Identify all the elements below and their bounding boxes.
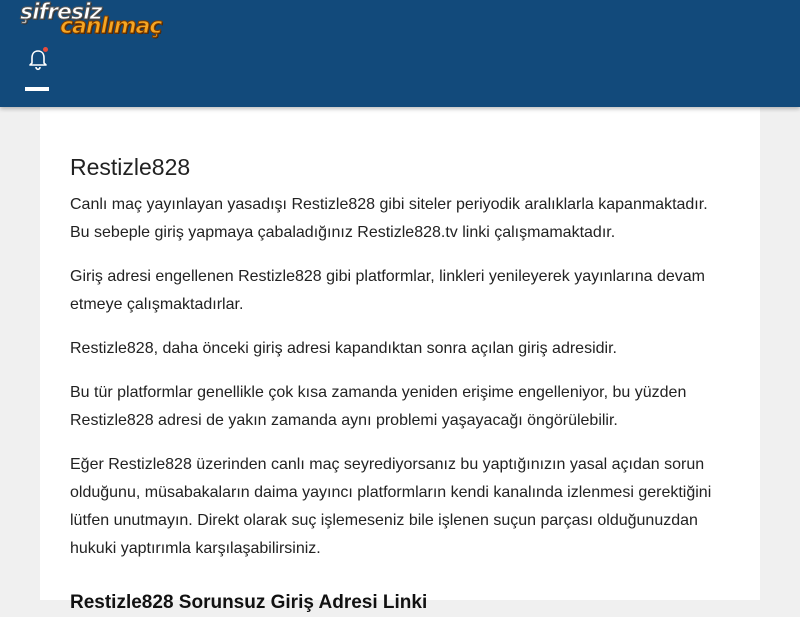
article-paragraph: Giriş adresi engellenen Restizle828 gibi platformlar, linkleri yenileyerek yayınlarına devam etmeye çalışmaktadırlar. — [70, 268, 705, 313]
article-paragraph: Restizle828, daha önceki giriş adresi kapandıktan sonra açılan giriş adresidir. — [70, 340, 617, 357]
article-card — [40, 107, 760, 613]
page-title: Restizle828 — [70, 154, 191, 180]
logo-text-canlimac: canlımaç — [60, 14, 162, 39]
notification-dot — [43, 47, 48, 52]
section-heading: Restizle828 Sorunsuz Giriş Adresi Linki — [70, 592, 428, 613]
article-paragraph: Canlı maç yayınlayan yasadışı Restizle828 gibi siteler periyodik aralıklarla kapanmaktadır. Bu sebeple giriş yapmaya çabaladığınız Restizle828.tv linki çalışmamaktadır. — [70, 196, 708, 241]
article-paragraph: Eğer Restizle828 üzerinden canlı maç seyrediyorsanız bu yaptığınızın yasal açıdan sorun olduğunu, müsabakaların daima yayıncı platformların kendi kanalında izlenmesi gerektiğini lütfen unutmayın. Direkt olarak suç işlemeseniz bile işlenen suçun parçası olduğunuzdan hukuki yaptırımla karşılaşabilirsiniz. — [70, 456, 712, 557]
article-paragraph: Bu tür platformlar genellikle çok kısa zamanda yeniden erişime engelleniyor, bu yüzden Restizle828 adresi de yakın zamanda aynı problemi yaşayacağı öngörülebilir. — [70, 384, 687, 429]
top-header — [0, 0, 800, 107]
menu-icon[interactable] — [25, 87, 49, 91]
logo-text-sifresiz: şifresiz — [20, 0, 102, 25]
site-logo[interactable] — [20, 0, 165, 40]
